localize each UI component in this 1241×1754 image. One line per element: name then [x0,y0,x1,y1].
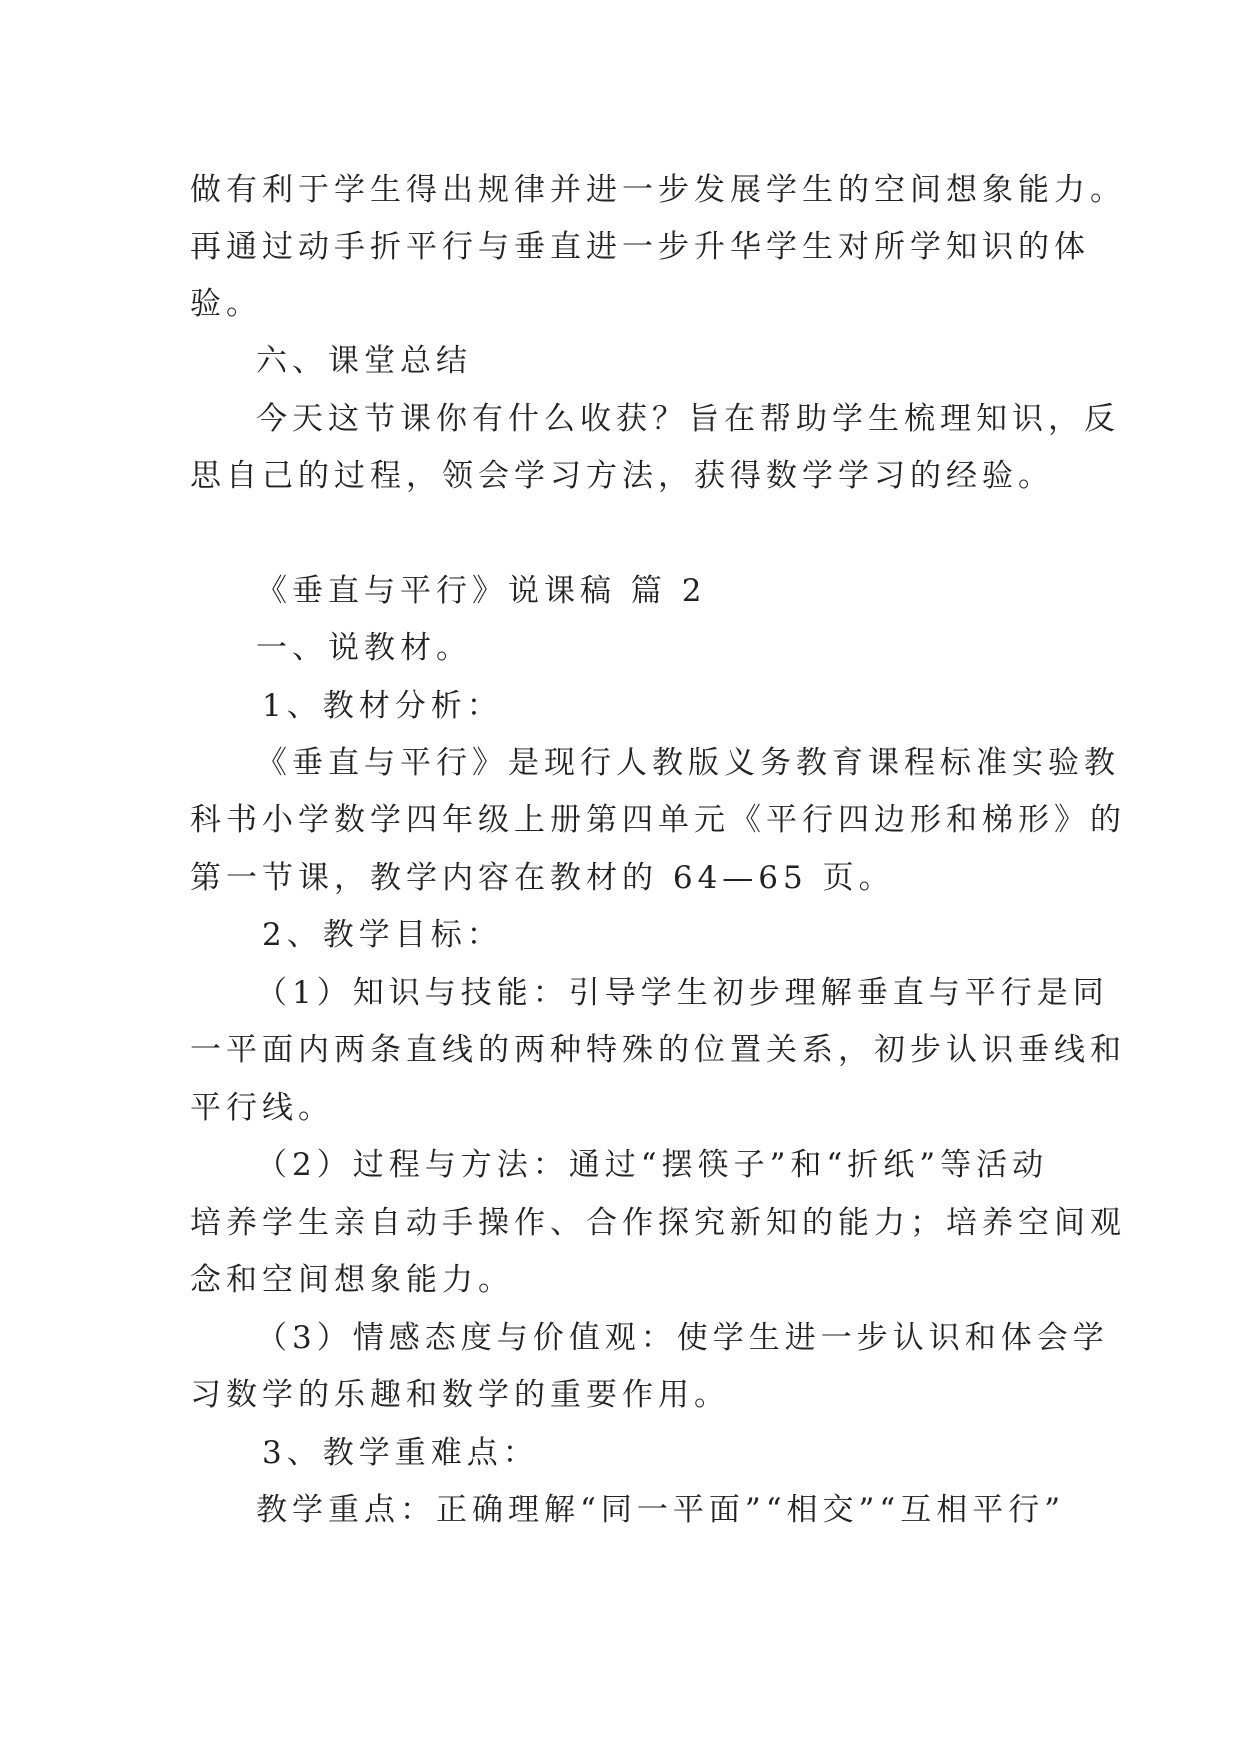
paragraph-line: 科书小学数学四年级上册第四单元《平行四边形和梯形》的 [190,802,1126,838]
paragraph-line: 验。 [190,286,262,322]
paragraph-line: 再通过动手折平行与垂直进一步升华学生对所学知识的体 [190,229,1090,265]
paragraph-line: 一平面内两条直线的两种特殊的位置关系，初步认识垂线和 [190,1032,1126,1068]
paragraph-line: （3）情感态度与价值观：使学生进一步认识和体会学 [256,1320,1109,1356]
paragraph-line: 做有利于学生得出规律并进一步发展学生的空间想象能力。 [190,172,1126,208]
paragraph-line: 思自己的过程，领会学习方法，获得数学学习的经验。 [190,458,1054,494]
article-title: 《垂直与平行》说课稿 篇 2 [256,573,707,609]
paragraph-line: 念和空间想象能力。 [190,1262,514,1298]
paragraph-line: （2）过程与方法：通过“摆筷子”和“折纸”等活动 [256,1147,1049,1183]
paragraph-line: 平行线。 [190,1090,334,1126]
subsection-heading: 3、教学重难点： [262,1435,539,1471]
section-heading: 一、说教材。 [256,630,472,666]
paragraph-line: （1）知识与技能：引导学生初步理解垂直与平行是同 [256,975,1109,1011]
paragraph-line: 习数学的乐趣和数学的重要作用。 [190,1377,730,1413]
paragraph-line: 《垂直与平行》是现行人教版义务教育课程标准实验教 [256,745,1120,781]
paragraph-line: 第一节课，教学内容在教材的 64—65 页。 [190,860,895,896]
subsection-heading: 1、教材分析： [262,688,503,724]
paragraph-line: 培养学生亲自动手操作、合作探究新知的能力；培养空间观 [190,1205,1126,1241]
paragraph-line: 教学重点：正确理解“同一平面”“相交”“互相平行” [256,1492,1066,1528]
section-heading: 六、课堂总结 [256,343,472,379]
paragraph-line: 今天这节课你有什么收获？旨在帮助学生梳理知识，反 [256,401,1120,437]
subsection-heading: 2、教学目标： [262,917,503,953]
